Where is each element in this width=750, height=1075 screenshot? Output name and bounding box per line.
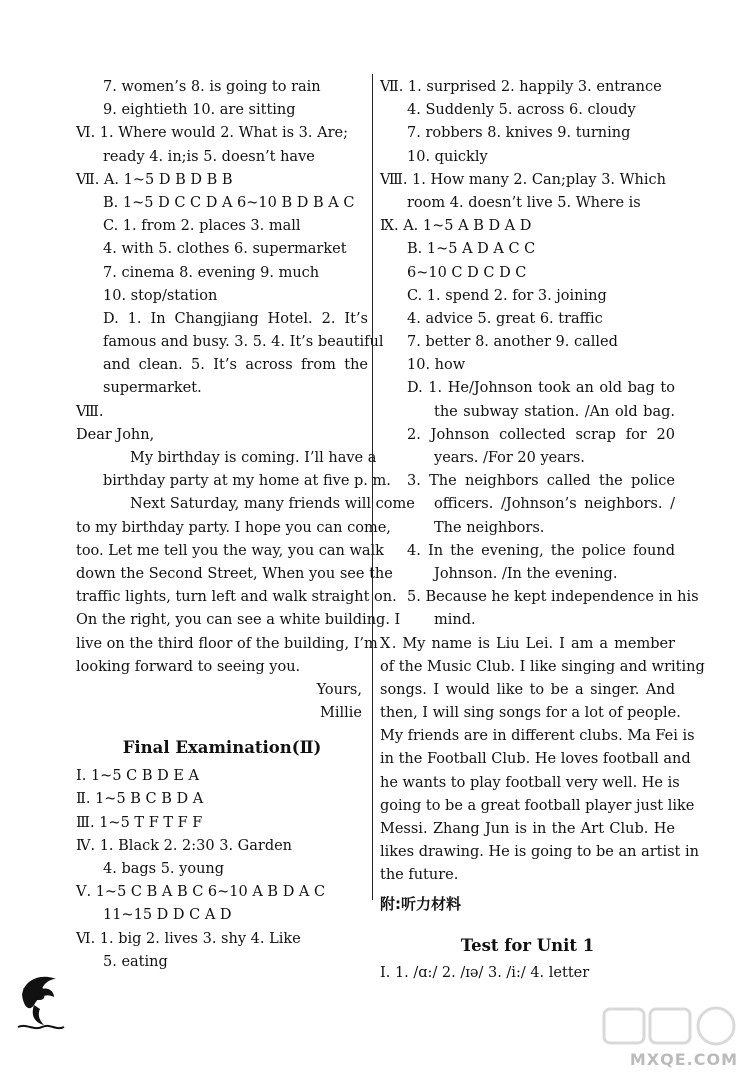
final-exam-title: Final Examination(Ⅱ)	[122, 738, 322, 758]
column-divider	[372, 74, 373, 900]
answer-line: of the Music Club. I like singing and writing	[380, 658, 705, 675]
answer-line: Ⅸ. A. 1~5 A B D A D	[380, 218, 532, 235]
answer-line: 7. women’s 8. is going to rain	[103, 79, 321, 95]
answer-line: looking forward to seeing you.	[76, 658, 301, 675]
left-column	[76, 76, 415, 974]
answer-line: Ⅷ.	[76, 403, 104, 420]
answer-line: Ⅶ. 1. surprised 2. happily 3. entrance	[380, 79, 662, 95]
final-exam-lines	[76, 765, 368, 974]
answer-line: D. 1. He/Johnson took an old bag to	[407, 380, 675, 397]
answer-line: Ⅶ. A. 1~5 D B D B B	[76, 171, 233, 188]
page-number: 23	[22, 985, 46, 1005]
answer-line: B. 1~5 A D A C C	[407, 241, 536, 258]
answer-line: mind.	[434, 612, 476, 629]
answer-line: in the Football Club. He loves football and	[380, 751, 691, 768]
answer-line: Next Saturday, many friends will come	[130, 496, 415, 513]
answer-line: to my birthday party. I hope you can come,	[76, 519, 391, 536]
answer-line: Messi. Zhang Jun is in the Art Club. He	[380, 821, 675, 837]
right-answer-lines	[380, 76, 705, 888]
answer-line: 10. quickly	[407, 148, 488, 165]
answer-line: 4. bags 5. young	[103, 861, 225, 877]
answer-line: D. 1. In Changjiang Hotel. 2. It’s	[103, 310, 368, 327]
answer-line: 3. The neighbors called the police	[407, 473, 675, 490]
answer-line: 4. advice 5. great 6. traffic	[407, 310, 603, 327]
answer-line: he wants to play football very well. He is	[380, 774, 680, 791]
answer-line: Dear John,	[76, 426, 155, 443]
answer-line: Ⅴ. 1~5 C B A B C 6~10 A B D A C	[76, 884, 326, 901]
answer-line: years. /For 20 years.	[434, 450, 585, 466]
answer-line: and clean. 5. It’s across from the	[103, 357, 368, 374]
answer-line: Ⅹ. My name is Liu Lei. I am a member	[380, 635, 675, 652]
test-answer-line: Ⅰ. 1. /ɑ:/ 2. /ɪə/ 3. /i:/ 4. letter	[380, 964, 590, 981]
answer-line: traffic lights, turn left and walk straight on.	[76, 589, 397, 606]
answer-line: Ⅵ. 1. big 2. lives 3. shy 4. Like	[76, 930, 301, 947]
answer-line: room 4. doesn’t live 5. Where is	[407, 194, 641, 211]
answer-line: likes drawing. He is going to be an artist in	[380, 844, 699, 861]
appendix-title: 附:听力材料	[380, 894, 461, 913]
answer-line: Ⅰ. 1~5 C B D E A	[76, 768, 200, 785]
answer-line: the subway station. /An old bag.	[434, 403, 675, 420]
answer-line: Millie	[320, 705, 362, 722]
answer-line: songs. I would like to be a singer. And	[380, 681, 675, 698]
answer-line: 7. robbers 8. knives 9. turning	[407, 125, 631, 142]
answer-line: ready 4. in;is 5. doesn’t have	[103, 148, 315, 165]
answer-line: Yours,	[316, 681, 362, 698]
answer-line: 10. how	[407, 357, 466, 374]
test-title: Test for Unit 1	[460, 935, 595, 955]
answer-line: Ⅲ. 1~5 T F T F F	[76, 814, 203, 831]
answer-line: too. Let me tell you the way, you can walk	[76, 542, 384, 559]
answer-line: Ⅵ. 1. Where would 2. What is 3. Are;	[76, 125, 348, 142]
answer-line: 4. In the evening, the police found	[407, 542, 675, 559]
answer-line: 11~15 D D C A D	[103, 907, 232, 924]
answer-line: Ⅳ. 1. Black 2. 2:30 3. Garden	[76, 837, 293, 854]
answer-line: My friends are in different clubs. Ma Fei is	[380, 728, 695, 745]
answer-line: 4. with 5. clothes 6. supermarket	[103, 241, 347, 258]
answer-line: supermarket.	[103, 380, 202, 397]
answer-line: 5. Because he kept independence in his	[407, 589, 699, 606]
answer-line: 7. cinema 8. evening 9. much	[103, 264, 320, 281]
answer-line: C. 1. spend 2. for 3. joining	[407, 287, 607, 304]
watermark-text: MXQE.COM	[629, 1050, 738, 1069]
answer-line: The neighbors.	[434, 519, 545, 536]
answer-line: 4. Suddenly 5. across 6. cloudy	[407, 102, 636, 119]
answer-line: Johnson. /In the evening.	[434, 565, 618, 582]
left-answer-lines	[76, 76, 415, 725]
answer-line: birthday party at my home at five p. m.	[103, 473, 391, 490]
answer-line: live on the third floor of the building, I’m	[76, 635, 378, 652]
answer-line: My birthday is coming. I’ll have a	[130, 450, 377, 466]
answer-line: Ⅷ. 1. How many 2. Can;play 3. Which	[380, 171, 666, 188]
answer-line: Ⅱ. 1~5 B C B D A	[76, 791, 204, 808]
answer-line: B. 1~5 D C C D A 6~10 B D B A C	[103, 194, 355, 211]
answer-line: 2. Johnson collected scrap for 20	[407, 426, 675, 443]
right-column	[380, 76, 705, 985]
answer-line: C. 1. from 2. places 3. mall	[103, 218, 301, 235]
answer-line: then, I will sing songs for a lot of people.	[380, 705, 681, 722]
answer-line: famous and busy. 3. 5. 4. It’s beautiful	[103, 334, 384, 351]
answer-line: down the Second Street, When you see the	[76, 565, 393, 582]
answer-line: going to be a great football player just like	[380, 797, 695, 814]
answer-line: 5. eating	[103, 953, 168, 970]
answer-line: the future.	[380, 867, 459, 884]
answer-line: 6~10 C D C D C	[407, 264, 527, 281]
answer-line: 7. better 8. another 9. called	[407, 334, 618, 351]
answer-line: 10. stop/station	[103, 287, 218, 304]
answer-line: officers. /Johnson’s neighbors. /	[434, 496, 675, 513]
answer-line: 9. eightieth 10. are sitting	[103, 102, 296, 119]
answer-line: On the right, you can see a white building. I	[76, 612, 401, 629]
